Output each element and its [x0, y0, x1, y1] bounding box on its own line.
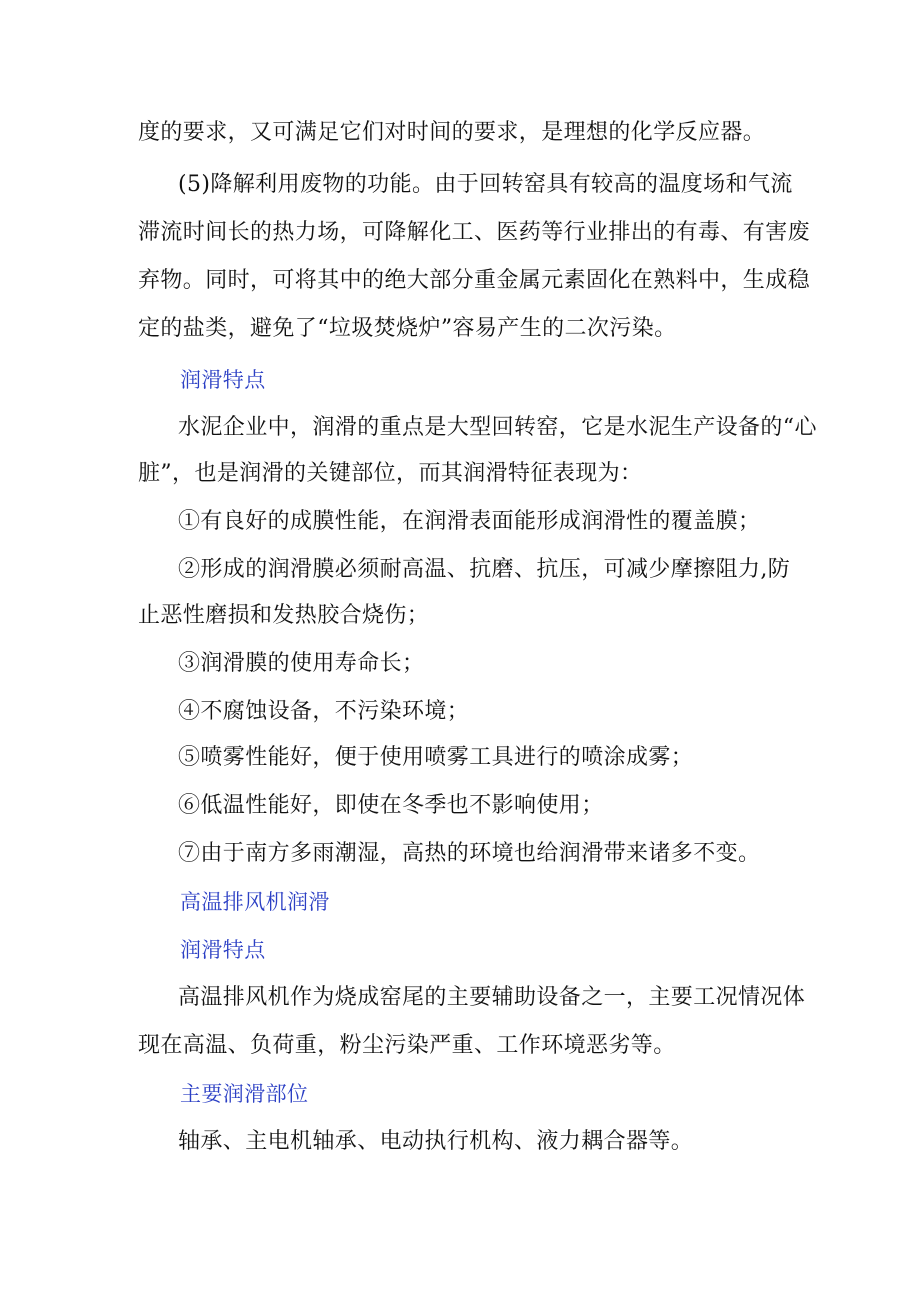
list-item: ②形成的润滑膜必须耐高温、抗磨、抗压，可减少摩擦阻力,防 — [178, 557, 791, 582]
paragraph-line: 弃物。同时，可将其中的绝大部分重金属元素固化在熟料中，生成稳 — [138, 268, 811, 293]
list-item: ⑤喷雾性能好，便于使用喷雾工具进行的喷涂成雾； — [178, 745, 694, 770]
list-item: ③润滑膜的使用寿命长； — [178, 651, 425, 676]
paragraph-line: 度的要求，又可满足它们对时间的要求，是理想的化学反应器。 — [138, 120, 766, 145]
list-item: ④不腐蚀设备，不污染环境； — [178, 699, 470, 724]
paragraph-line: 现在高温、负荷重，粉尘污染严重、工作环境恶劣等。 — [138, 1033, 676, 1058]
section-heading: 润滑特点 — [180, 938, 266, 962]
paragraph-line: 水泥企业中，润滑的重点是大型回转窑，它是水泥生产设备的“心 — [178, 415, 817, 440]
paragraph-line: (5)降解利用废物的功能。由于回转窑具有较高的温度场和气流 — [178, 172, 793, 197]
paragraph-line: 轴承、主电机轴承、电动执行机构、液力耦合器等。 — [178, 1129, 694, 1154]
paragraph-line: 脏”，也是润滑的关键部位，而其润滑特征表现为： — [138, 461, 643, 486]
list-item-continuation: 止恶性磨损和发热胶合烧伤； — [138, 603, 430, 628]
list-item: ⑥低温性能好，即使在冬季也不影响使用； — [178, 793, 604, 818]
paragraph-line: 定的盐类，避免了“垃圾焚烧炉”容易产生的二次污染。 — [138, 316, 677, 341]
section-heading: 高温排风机润滑 — [180, 890, 330, 914]
paragraph-line: 滞流时间长的热力场，可降解化工、医药等行业排出的有毒、有害废 — [138, 220, 811, 245]
section-heading: 润滑特点 — [180, 368, 266, 392]
list-item: ⑦由于南方多雨潮湿，高热的环境也给润滑带来诸多不变。 — [178, 841, 761, 866]
list-item: ①有良好的成膜性能，在润滑表面能形成润滑性的覆盖膜； — [178, 509, 761, 534]
paragraph-line: 高温排风机作为烧成窑尾的主要辅助设备之一，主要工况情况体 — [178, 985, 806, 1010]
section-heading: 主要润滑部位 — [180, 1082, 309, 1106]
